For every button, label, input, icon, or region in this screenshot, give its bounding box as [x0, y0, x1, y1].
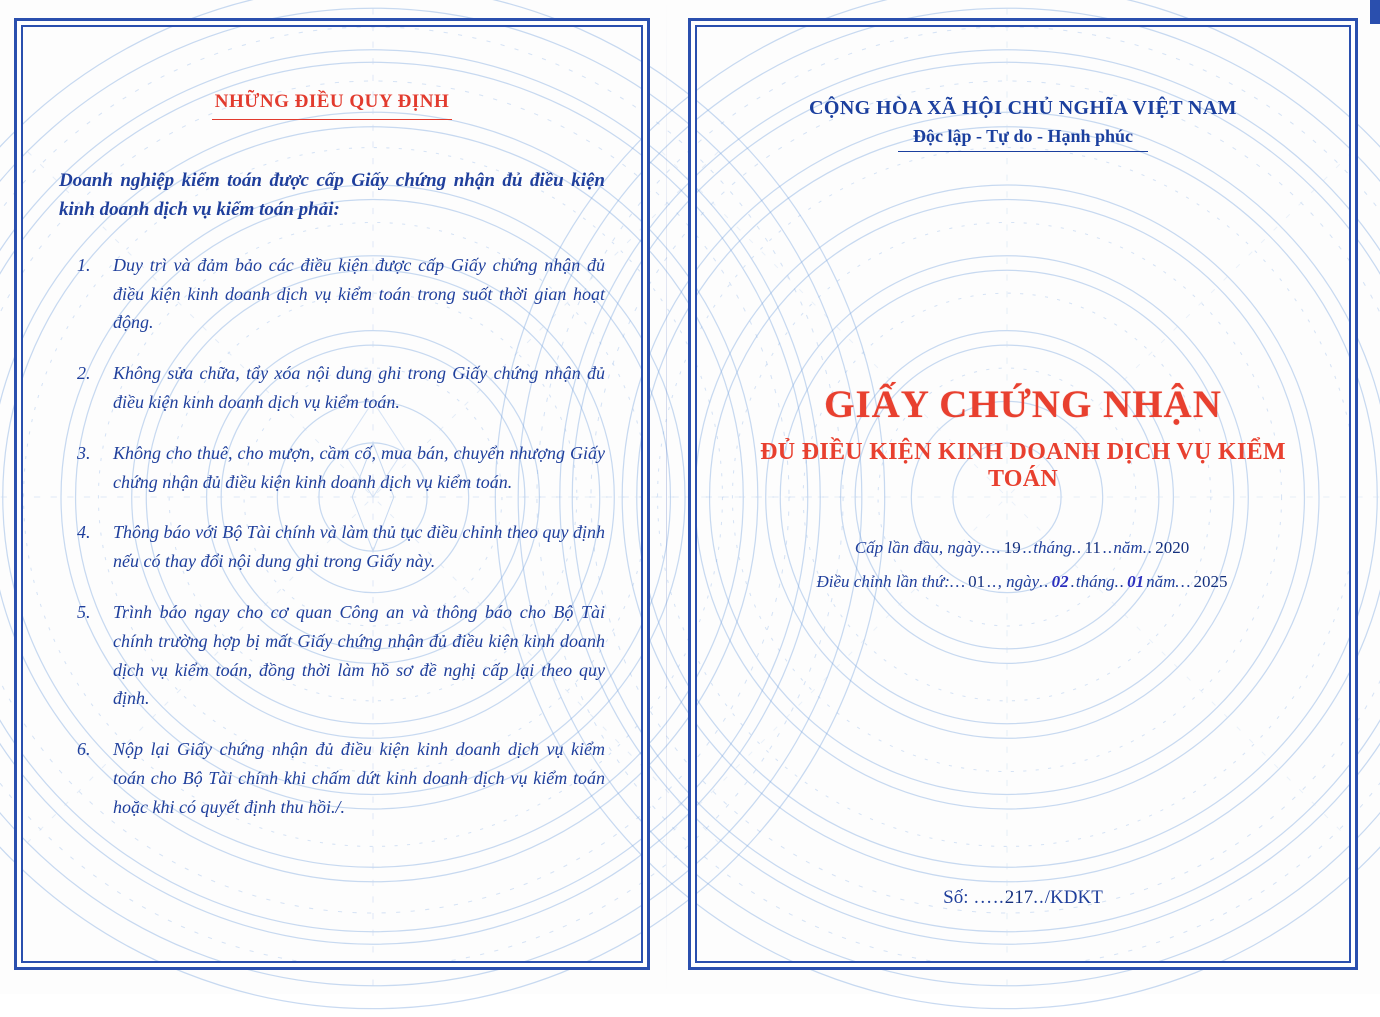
certificate-number-suffix: /KDKT — [1044, 887, 1103, 908]
national-header-motto: Độc lập - Tự do - Hạnh phúc — [912, 126, 1134, 146]
first-issue-month: 11 — [1084, 538, 1101, 557]
right-page — [688, 18, 1358, 970]
adjustment-times: 01 — [968, 572, 986, 591]
page-fold-line — [666, 0, 667, 994]
adjustment-month: 01 — [1127, 572, 1145, 591]
rules-heading: NHỮNG ĐIỀU QUY ĐỊNH — [214, 91, 450, 112]
certificate-number-label: Số: — [943, 887, 974, 908]
rule-item: Duy trì và đảm bảo các điều kiện được cấp Giấy chứng nhận đủ điều kiện kinh doanh dịch vụ kiểm toán trong suốt thời gian hoạt động. — [113, 254, 605, 333]
rules-list — [59, 251, 605, 822]
edge-mark — [1370, 0, 1380, 24]
adjustment-year-label: năm — [1146, 572, 1176, 591]
dots: … — [949, 572, 967, 591]
rule-item: Trình báo ngay cho cơ quan Công an và thông báo cho Bộ Tài chính trường hợp bị mất Giấy chứng nhận đủ điều kiện kinh doanh dịch vụ kiểm toán, đồng thời làm hồ sơ đề nghị cấp lại theo quy định. — [113, 602, 605, 709]
adjustment-day: 02 — [1051, 572, 1069, 591]
dots: .. — [1102, 538, 1114, 557]
dots: .. — [1072, 538, 1083, 557]
dots: .. — [1114, 572, 1126, 591]
dots: .. — [1142, 538, 1154, 557]
adjustment-month-label: tháng — [1075, 572, 1115, 591]
first-issue-year-label: năm — [1113, 538, 1143, 557]
dots: ….. — [973, 887, 1005, 908]
first-issue-year: 2020 — [1155, 538, 1190, 557]
dots: . — [1070, 572, 1076, 591]
adjustment-row — [733, 565, 1313, 599]
certificate-number-line — [691, 887, 1355, 909]
dots: .. — [1039, 572, 1050, 591]
rule-item: Không cho thuê, cho mượn, cầm cố, mua bán, chuyển nhượng Giấy chứng nhận đủ điều kiện kinh doanh dịch vụ kiểm toán. — [113, 442, 605, 492]
first-issue-row — [733, 531, 1313, 565]
dots: .. — [1022, 538, 1034, 557]
rule-item: Nộp lại Giấy chứng nhận đủ điều kiện kinh doanh dịch vụ kiểm toán cho Bộ Tài chính khi chấm dứt kinh doanh dịch vụ kiểm toán hoặc khi có quyết định thu hồi./. — [113, 739, 605, 817]
national-header — [733, 97, 1313, 152]
left-page — [14, 18, 650, 970]
adjustment-year: 2025 — [1193, 572, 1228, 591]
national-header-underline — [898, 151, 1148, 152]
dots: .. — [1033, 887, 1045, 908]
national-header-country: CỘNG HÒA XÃ HỘI CHỦ NGHĨA VIỆT NAM — [809, 97, 1237, 119]
certificate-title-block — [733, 382, 1313, 493]
adjustment-label: Điều chỉnh lần thứ: — [816, 572, 950, 591]
certificate-number-value: 217 — [1004, 887, 1034, 908]
issue-date-block — [733, 531, 1313, 599]
certificate-title: GIẤY CHỨNG NHẬN — [824, 383, 1222, 426]
rules-heading-underline — [212, 119, 452, 120]
rule-item: Thông báo với Bộ Tài chính và làm thủ tục điều chỉnh theo quy định nếu có thay đổi nội dung ghi trong Giấy này. — [113, 522, 605, 572]
adjustment-day-label: , ngày — [997, 572, 1040, 591]
dots: …. — [980, 538, 1002, 557]
certificate-subtitle: ĐỦ ĐIỀU KIỆN KINH DOANH DỊCH VỤ KIỂM TOÁN — [760, 439, 1286, 492]
dots: … — [1175, 572, 1192, 591]
first-issue-label: Cấp lần đầu, ngày — [854, 538, 981, 557]
first-issue-month-label: tháng — [1033, 538, 1073, 557]
dots: .. — [987, 572, 998, 591]
rules-intro: Doanh nghiệp kiểm toán được cấp Giấy chứng nhận đủ điều kiện kinh doanh dịch vụ kiểm toán phải: — [59, 170, 605, 221]
first-issue-day: 19 — [1003, 538, 1021, 557]
rule-item: Không sửa chữa, tẩy xóa nội dung ghi trong Giấy chứng nhận đủ điều kiện kinh doanh dịch vụ kiểm toán. — [113, 363, 605, 413]
